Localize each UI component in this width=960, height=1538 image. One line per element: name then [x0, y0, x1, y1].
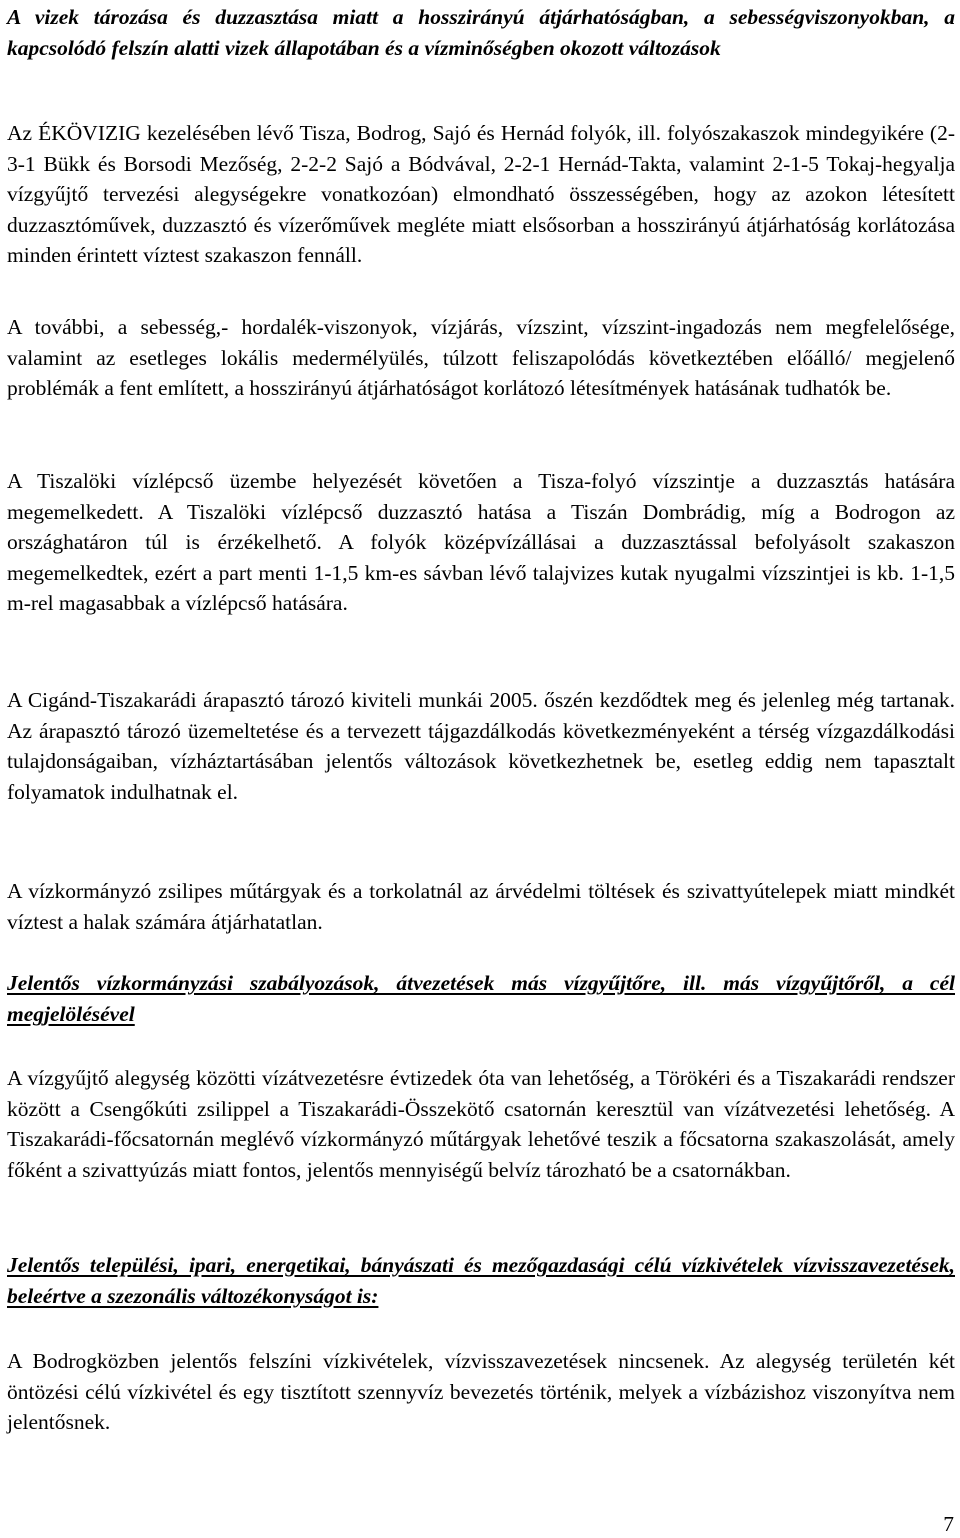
paragraph-sluice-structures: A vízkormányzó zsilipes műtárgyak és a torkolatnál az árvédelmi töltések és szivattyútelepek miatt mindkét víztest a halak számára átjárhatatlan. [7, 879, 955, 934]
paragraph-cigand-reservoir: A Cigánd-Tiszakarádi árapasztó tározó kiviteli munkái 2005. őszén kezdődtek meg és jelenleg még tartanak. Az árapasztó tározó üzemeltetése és a tervezett tájgazdálkodás következményeként a térség vízgazdálkodási tulajdonságaiban, vízháztartásában jelentős változások következhetnek be, esetleg eddig nem tapasztalt folyamatok indulhatnak el. [7, 688, 955, 804]
section-heading-reservoirs-impoundment: A vizek tározása és duzzasztása miatt a hosszirányú átjárhatóságban, a sebességviszonyokban, a kapcsolódó felszín alatti vizek állapotában és a vízminőségben okozott változások [7, 5, 955, 60]
paragraph-eKoviZig-rivers: Az ÉKÖVIZIG kezelésében lévő Tisza, Bodrog, Sajó és Hernád folyók, ill. folyószakaszok mindegyikére (2-3-1 Bükk és Borsodi Mezőség, 2-2-2 Sajó a Bódvával, 2-2-1 Hernád-Takta, valamint 2-1-5 Tokaj-hegyalja vízgyűjtő tervezési alegységekre vonatkozóan) elmondható összességében, hogy az azokon létesített duzzasztóművek, duzzasztó és vízerőművek megléte miatt elsősorban a hosszirányú átjárhatóság korlátozása minden érintett víztest szakaszon fennáll. [7, 121, 955, 268]
section-heading-water-abstractions: Jelentős települési, ipari, energetikai, bányászati és mezőgazdasági célú vízkivételek vízvisszavezetések, beleértve a szezonális változékonyságot is: [7, 1253, 955, 1308]
section-heading-water-transfers: Jelentős vízkormányzási szabályozások, átvezetések más vízgyűjtőre, ill. más vízgyűjtőről, a cél megjelölésével [7, 971, 955, 1026]
paragraph-further-problems: A további, a sebesség,- hordalék-viszonyok, vízjárás, vízszint, vízszint-ingadozás nem megfelelősége, valamint az esetleges lokális medermélyülés, túlzott feliszapolódás következtében előálló/ megjelenő problémák a fent említett, a hosszirányú átjárhatóságot korlátozó létesítmények hatásának tudhatók be. [7, 315, 955, 401]
page-number: 7 [943, 1512, 954, 1536]
paragraph-water-transfer: A vízgyűjtő alegység közötti vízátvezetésre évtizedek óta van lehetőség, a Törökéri és a Tiszakarádi rendszer között a Csengőkúti zsilippel a Tiszakarádi-Összekötő csatornán keresztül van vízátvezetési lehetőség. A Tiszakarádi-főcsatornán meglévő vízkormányzó műtárgyak lehetővé teszik a főcsatorna szakaszolását, amely főként a szivattyúzás miatt fontos, jelentős mennyiségű belvíz tározható be a csatornákban. [7, 1066, 955, 1182]
paragraph-tiszalok-barrage: A Tiszalöki vízlépcső üzembe helyezését követően a Tisza-folyó vízszintje a duzzasztás hatására megemelkedett. A Tiszalöki vízlépcső duzzasztó hatása a Tiszán Dombrádig, míg a Bodrogon az országhatáron túl is érzékelhető. A folyók középvízállásai a duzzasztással befolyásolt szakaszon megemelkedtek, ezért a part menti 1-1,5 km-es sávban lévő talajvizes kutak nyugalmi vízszintjei is kb. 1-1,5 m-rel magasabbak a vízlépcső hatására. [7, 469, 955, 616]
paragraph-bodrogkoz-abstractions: A Bodrogközben jelentős felszíni vízkivételek, vízvisszavezetések nincsenek. Az alegység területén két öntözési célú vízkivétel és egy tisztított szennyvíz bevezetés történik, melyek a vízbázishoz viszonyítva nem jelentősnek. [7, 1349, 955, 1435]
